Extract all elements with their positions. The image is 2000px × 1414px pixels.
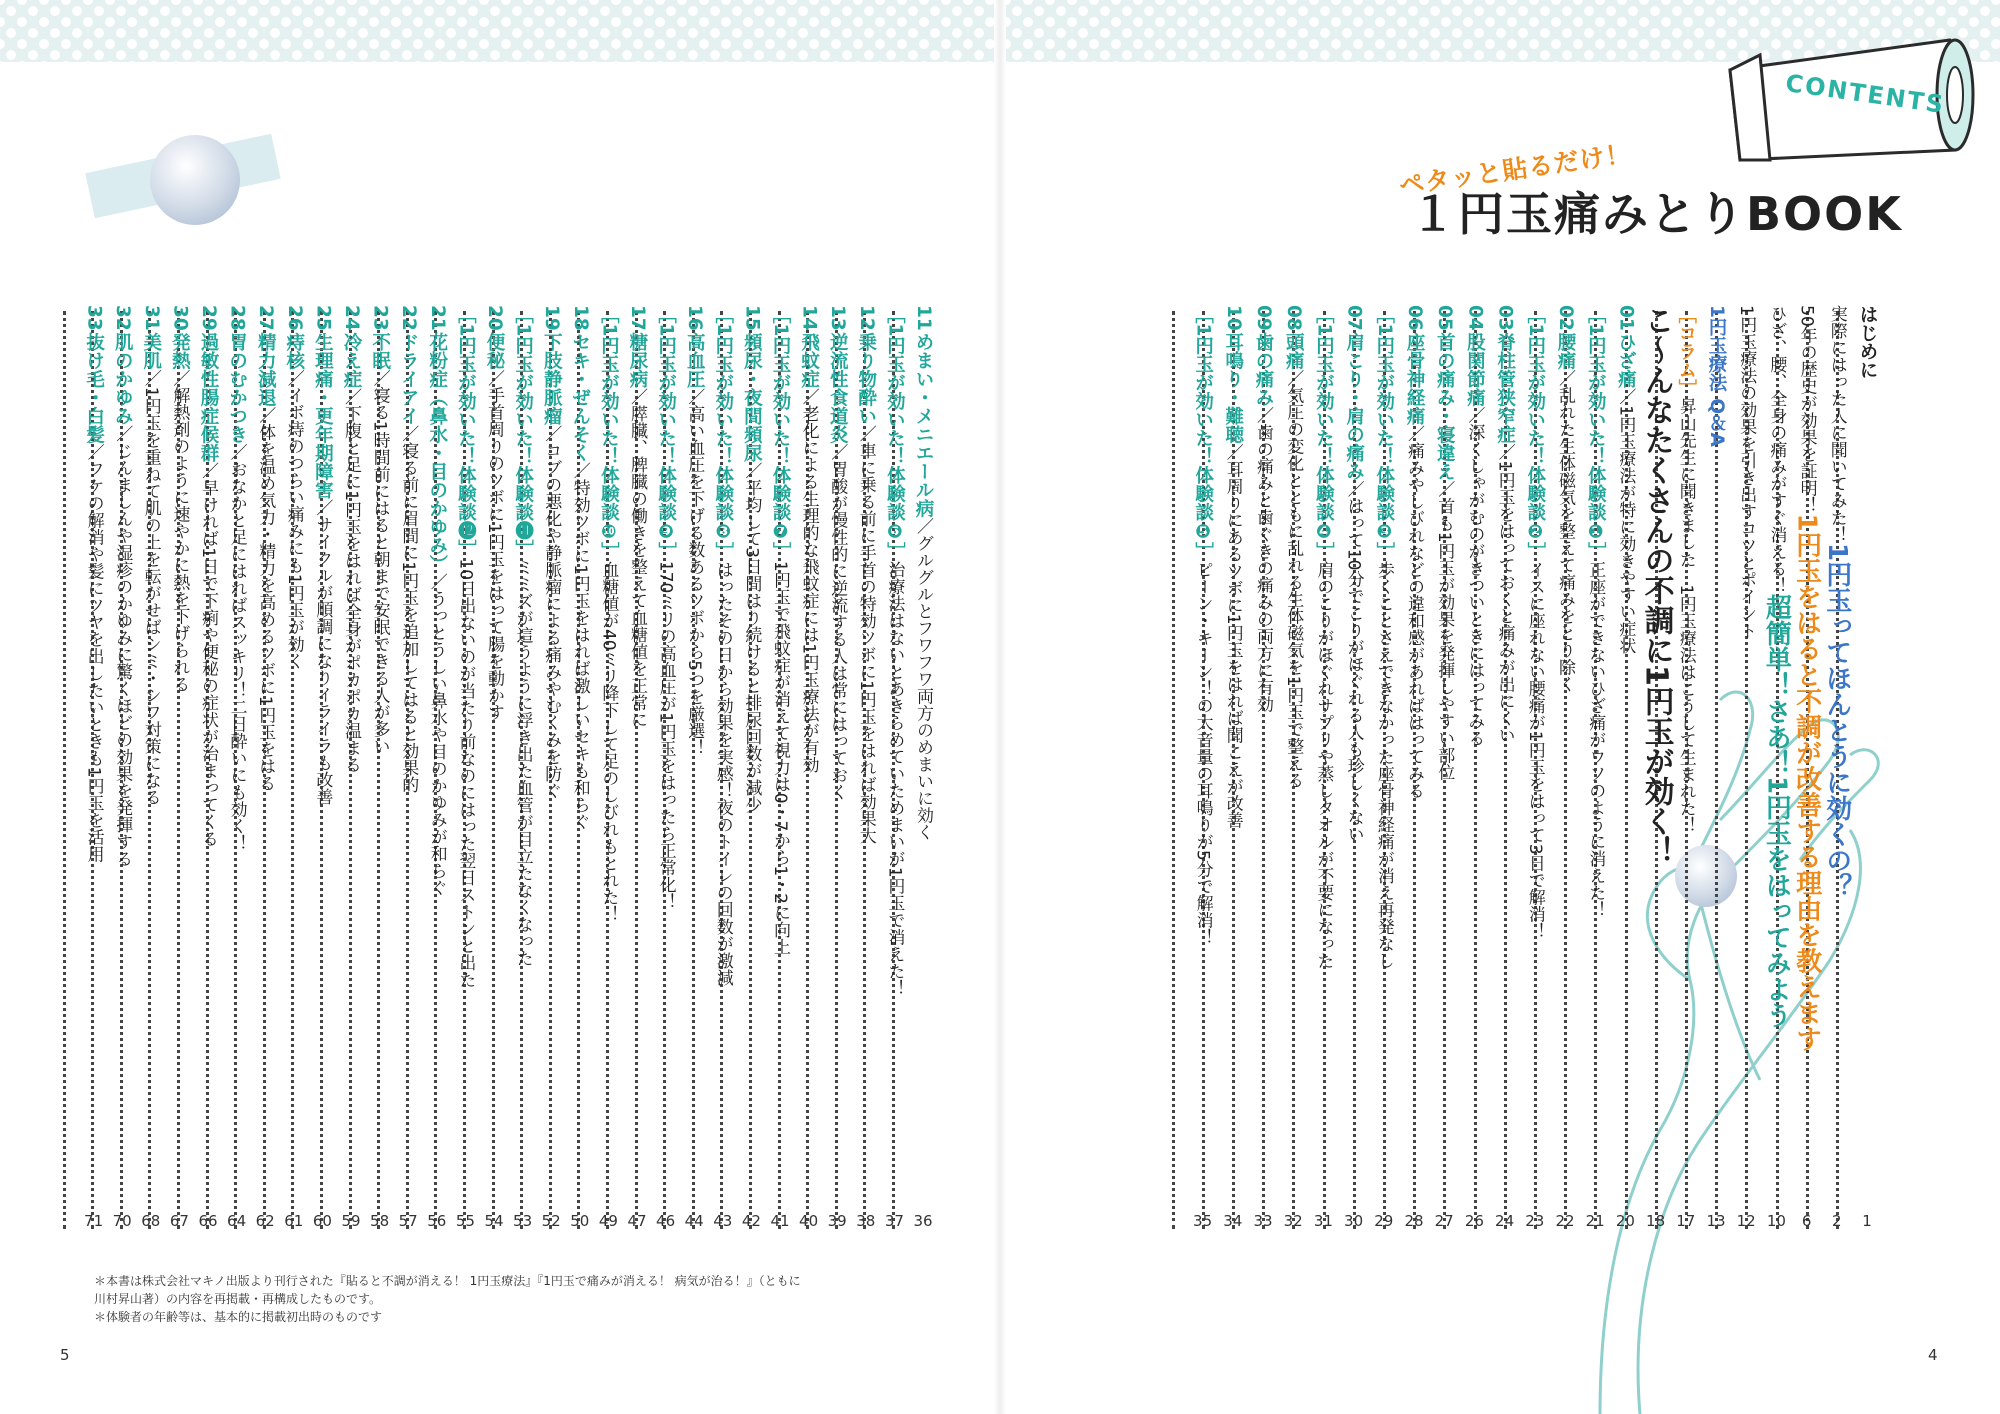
entry-heading: 頻尿・夜間頻尿 [741,332,763,463]
entry-text: 1円玉で飛蚊症が消えて視力は0・7から1・2に向上 [770,560,790,955]
entry-heading: 乗り物酔い [855,332,877,426]
entry-heading: 痔核 [283,332,305,370]
entry-page-number: 24 [1495,1212,1515,1230]
subtitle: ペタッと貼るだけ！ [1397,138,1634,201]
entry-heading: 肌のかゆみ [112,332,134,426]
toc-entry[interactable] [879,305,909,1235]
entry-heading: はじめに [1857,305,1878,379]
entry-number: 12 [855,305,877,331]
entry-text: ／コブの悪化や静脈瘤による痛みやむくみを防ぐ [541,425,562,800]
entry-number: 07 [1343,305,1365,331]
entry-page-number: 21 [1585,1212,1605,1230]
entry-page-number: 61 [284,1212,304,1230]
entry-text: 50年の歴史が効果を証明！ [1796,305,1817,514]
coin-image-left [150,135,240,225]
toc-entry[interactable] [765,305,795,1235]
toc-entry[interactable] [1822,305,1852,1235]
entry-text: ／手首周りのツボに1円玉をはって腸を動かす [484,369,504,721]
note-line: ＊本書は株式会社マキノ出版より刊行された『貼ると不調が消える！ 1円玉療法』『1円玉で痛みが消える！ 病気が治る！』（ともに [94,1274,801,1288]
entry-heading: ［1円玉が効いた！体験談❽］ [712,305,734,561]
entry-heading: ［1円玉が効いた！体験談⓬］ [455,305,477,559]
entry-text: ／平均して3日間はり続けると排尿回数が減少 [741,462,762,814]
toc-entry[interactable] [250,305,280,1235]
entry-heading: 精力減退 [255,332,277,407]
entry-page-number: 56 [427,1212,447,1230]
entry-page-number: 68 [141,1212,161,1230]
entry-text: ／イボ痔のつらい痛みにも1円玉が効く [283,369,304,670]
entry-text: ／解熱剤のように速やかに熱を下げられる [169,369,190,693]
entry-text: ／膵臓、脾臓の働きを整えて血糖値を正常に [627,388,647,729]
entry-text: ／早ければ1日で下痢や便秘の症状が治まってくる [198,462,218,848]
toc-entry[interactable] [393,305,423,1235]
entry-number: 16 [684,305,706,331]
entry-page-number: 49 [598,1212,618,1230]
entry-page-number: 64 [227,1212,247,1230]
entry-text: ／寝る1時間前にはると朝まで安眠できる人が多い [369,369,390,755]
toc-entry[interactable] [365,305,395,1235]
toc-entry[interactable] [851,305,881,1235]
entry-page-number: 71 [84,1212,104,1230]
toc-entry[interactable] [794,305,824,1235]
entry-heading: ［1円玉が効いた！体験談❹］ [1313,305,1335,561]
entry-number: 08 [1283,305,1305,331]
entry-page-number: 2 [1832,1212,1842,1230]
entry-text: 170ミリの高血圧が1円玉をはったら正常化！ [655,560,676,911]
entry-page-number: 54 [484,1212,504,1230]
entry-page-number: 41 [770,1212,790,1230]
entry-number: 28 [226,305,248,331]
entry-heading: ［1円玉が効いた！体験談❸］ [1373,305,1395,561]
entry-page-number: 52 [541,1212,561,1230]
entry-number: 20 [484,305,505,331]
entry-heading: 座骨神経痛 [1404,332,1425,426]
toc-entry[interactable] [1490,305,1520,1235]
entry-page-number: 17 [1676,1212,1696,1230]
entry-text: ／深くしゃがむのがきついときにはってみる [1464,406,1485,747]
entry-page-number: 34 [1223,1212,1243,1230]
toc-entry[interactable] [1701,305,1731,1235]
entry-page-number: 31 [1313,1212,1333,1230]
entry-heading: 胃のむかつき [226,332,248,444]
entry-page-number: 39 [827,1212,847,1230]
entry-number: 32 [112,305,134,331]
toc-entry[interactable] [593,305,623,1235]
entry-text: ／下腹と足に1円玉をはれば全身がポカポカ温まる [341,388,361,774]
toc-entry[interactable] [193,305,223,1235]
entry-heading: 飛蚊症 [798,332,820,389]
entry-text: 昇山先生に聞きました 1円玉療法はこうして生まれた！ [1675,397,1696,834]
entry-text: 正座ができないひざ痛がウソのように消えた！ [1585,560,1606,918]
entry-heading: 冷え症 [341,332,362,389]
entry-page-number: 1 [1862,1212,1872,1230]
entry-number: 13 [827,305,849,331]
toc-entry[interactable] [1520,305,1550,1235]
entry-page-number: 12 [1736,1212,1756,1230]
entry-heading: 生理痛・更年期障害 [312,332,334,500]
toc-entry[interactable] [1218,305,1248,1235]
entry-number: 03 [1494,305,1516,331]
entry-page-number: 10 [1766,1212,1786,1230]
entry-text: 1円玉療法の効果を引き出すコツとポイント [1736,305,1757,639]
entry-heading: 耳鳴り・難聴 [1222,332,1244,444]
entry-page-number: 44 [684,1212,704,1230]
entry-heading: ［1円玉が効いた！体験談❷］ [1524,305,1546,561]
entry-heading: 逆流性食道炎 [827,332,849,444]
entry-text: ／フケの解消や髪にツヤを出したいときも1円玉を活用 [83,443,104,863]
entry-text: 歩くことさえできなかった座骨神経痛が消え再発なし [1373,560,1394,969]
entry-page-number: 18 [1646,1212,1666,1230]
toc-entry[interactable] [1339,305,1369,1235]
entry-page-number: 23 [1525,1212,1545,1230]
entry-page-number: 57 [398,1212,418,1230]
entry-text: ／1円玉療法が特に効きやすい症状 [1615,388,1636,655]
toc-entry[interactable] [1761,305,1791,1235]
entry-number: 05 [1434,305,1456,331]
toc-entry[interactable] [422,305,452,1235]
entry-heading: 抜け毛・白髪 [83,332,105,444]
entry-text: ／乱れた生体磁気を整えて痛みをとり除く [1555,369,1575,693]
page-number-left: 5 [60,1346,70,1364]
entry-heading: 不眠 [369,332,391,370]
toc-entry[interactable] [1731,305,1761,1235]
page-number-right: 4 [1928,1346,1938,1364]
entry-heading: ［1円玉が効いた！体験談❾］ [655,305,677,561]
entry-heading: ［1円玉が効いた！体験談❺］ [1192,305,1214,561]
entry-text: ／寝る前に眉間に1円玉を追加してはると効果的 [398,425,419,794]
entry-page-number: 40 [799,1212,819,1230]
entry-number: 18 [569,305,591,331]
entry-number: 19 [541,305,563,331]
entry-heading: 糖尿病 [627,332,648,389]
toc-entry[interactable] [1550,305,1580,1235]
entry-page-number: 70 [112,1212,132,1230]
entry-text: ／首も1円玉が効果を発揮しやすい部位 [1434,480,1455,781]
entry-text: ／胃酸が慢性的に逆流する人は常にはっておく [827,443,848,801]
entry-page-number: 55 [455,1212,475,1230]
toc-entry[interactable] [279,305,309,1235]
toc-entry[interactable] [222,305,252,1235]
entry-heading: 美肌 [140,332,162,370]
entry-page-number: 35 [1193,1212,1213,1230]
entry-heading: ひざ痛 [1615,332,1637,389]
toc-entry[interactable] [307,305,337,1235]
toc-entry[interactable] [164,305,194,1235]
entry-text: ／じんましんや湿疹のかゆみに驚くほどの効果を発揮する [112,425,133,868]
entry-number: 21 [426,305,448,331]
toc-entry[interactable] [450,305,480,1235]
toc-entry[interactable] [1429,305,1459,1235]
entry-number: 30 [169,305,191,331]
entry-text: ／1円玉をはっておくと痛みが出にくい [1494,443,1515,744]
entry-heading: セキ・ぜんそく [569,332,591,463]
entry-page-number: 26 [1464,1212,1484,1230]
entry-text: イスに座れない腰痛が1円玉をはって3日で解消！ [1524,560,1545,940]
entry-heading: ［1円玉が効いた！体験談❼］ [770,305,791,561]
entry-page-number: 33 [1253,1212,1273,1230]
entry-number: 27 [255,305,277,331]
leader-dots [1172,311,1175,1229]
leader-dots [63,311,66,1229]
entry-number: 09 [1253,305,1274,331]
entry-text: ／グルグルとフワフワ両方のめまいに効く [913,517,933,841]
entry-heading: 脊柱管狭窄症 [1494,332,1516,444]
toc-entry[interactable] [679,305,709,1235]
entry-text: 治療法はないとあきらめていためまいが1円玉で消えた！ [884,560,905,997]
entry-text: ひざ、腰、全身の痛みがすぐ消える！ [1766,305,1787,594]
entry-heading: 肩こり・肩の痛み [1343,332,1365,481]
entry-page-number: 38 [856,1212,876,1230]
entry-page-number: 66 [198,1212,218,1230]
toc-entry[interactable] [622,305,652,1235]
entry-text: はったその日から効果を実感！夜のトイレの回数が激減 [712,560,733,986]
entry-heading: ［1円玉が効いた！体験談⓫］ [512,305,534,559]
toc-entry[interactable] [1308,305,1338,1235]
entry-text: ／体を温め気力・精力を高めるツボに1円玉をはる [255,406,276,792]
entry-page-number: 36 [913,1212,933,1230]
entry-text: ／特効ツボに1円玉をはれば激しいセキも和らぐ [569,462,590,831]
entry-page-number: 62 [255,1212,275,1230]
entry-heading: ［1円玉が効いた！体験談❻］ [884,305,906,561]
section-heading: こ～んなたくさんの不調に1円玉が効く！ [1638,305,1674,866]
toc-entry[interactable] [1278,305,1308,1235]
entry-text: ／気圧の変化とともに乱れる生体磁気を1円玉で整える [1283,369,1304,789]
entry-heading: 便秘 [484,332,505,370]
entry-text: ／車に乗る前に手首の特効ツボに1円玉をはれば効果大 [855,425,876,845]
entry-page-number: 50 [570,1212,590,1230]
toc-entry[interactable] [708,305,738,1235]
entry-heading: 頭痛 [1283,332,1305,370]
entry-heading: 過敏性腸症候群 [198,332,219,463]
entry-page-number: 13 [1706,1212,1726,1230]
entry-heading: 発熱 [169,332,191,370]
entry-number: 17 [627,305,648,331]
entry-page-number: 53 [513,1212,533,1230]
entry-number: 11 [913,305,934,331]
entry-text: ／痛みやしびれなどの違和感があればはってみる [1404,425,1424,800]
entry-number: 06 [1404,305,1425,331]
entry-number: 14 [798,305,820,331]
entry-page-number: 30 [1344,1212,1364,1230]
entry-heading: めまい・メニエール病 [913,332,934,518]
entry-number: 01 [1615,305,1637,331]
toc-entry[interactable] [1369,305,1399,1235]
entry-page-number: 46 [656,1212,676,1230]
entry-page-number: 22 [1555,1212,1575,1230]
entry-text: 10日出ないのが当たり前なのにはった翌日ストンと出た [455,558,476,989]
toc-entry[interactable] [136,305,166,1235]
entry-heading: 高血圧 [684,332,706,389]
toc-entry[interactable] [536,305,566,1235]
entry-page-number: 67 [169,1212,189,1230]
entry-text: ／サイクルが順調になりイライラも改善 [312,499,333,806]
entry-number: 22 [398,305,420,331]
toc-entry[interactable] [1792,305,1822,1235]
toc-entry[interactable] [565,305,595,1235]
entry-number: 29 [198,305,219,331]
entry-text: ／うっとうしい鼻水や目のかゆみが和らぐ [426,573,447,897]
entry-heading: 花粉症（鼻水・目のかゆみ） [426,332,448,574]
entry-page-number: 6 [1801,1212,1812,1230]
entry-text: 実際にはった人に聞いてみた！ [1826,305,1847,543]
entry-number: 25 [312,305,334,331]
toc-entry[interactable] [1580,305,1610,1235]
page-title: １円玉痛みとりBOOK [1410,187,1903,241]
entry-number: 33 [83,305,105,331]
entry-number: 31 [140,305,162,331]
toc-entry[interactable] [107,305,137,1235]
toc-entry[interactable] [736,305,766,1235]
entry-number: 23 [369,305,391,331]
entry-page-number: 20 [1615,1212,1635,1230]
entry-page-number: 43 [713,1212,733,1230]
entry-heading: 1円玉療法 Q＆A [1706,305,1727,447]
entry-highlight: 1円玉をはると不調が改善する理由を教えます [1791,513,1822,1052]
entry-text: ／耳周りにあるツボに1円玉をはれば聞こえが改善 [1222,443,1243,829]
toc-entry[interactable] [908,305,938,1235]
toc-entry[interactable] [1610,305,1640,1235]
contents-label: CONTENTS [1783,68,1947,120]
toc-entry[interactable] [336,305,366,1235]
entry-text: ／おなかと足にはればスッキリ！二日酔いにも効く！ [226,443,247,852]
entry-page-number: 28 [1404,1212,1424,1230]
toc-entry[interactable] [79,305,109,1235]
entry-text: ／高い血圧を下げる数あるツボから5つを厳選！ [684,388,705,757]
entry-text: ／歯の痛みと歯ぐきの痛みの両方に有効 [1253,406,1273,713]
entry-heading: ［1円玉が効いた！体験談❶］ [1585,305,1607,561]
entry-page-number: 58 [370,1212,390,1230]
entry-number: 24 [341,305,362,331]
entry-highlight: 超簡単！さあ！1円玉をはってみよう [1761,594,1792,1029]
toc-entry[interactable] [1638,305,1674,1235]
toc-entry[interactable] [1852,305,1882,1235]
toc-entry[interactable] [479,305,509,1235]
entry-text: ピーン・キーン！の大音量の耳鳴りが5分で解消！ [1192,560,1213,946]
entry-text: ／老化による生理的な飛蚊症には1円玉療法が有効 [798,388,819,774]
entry-number: 10 [1222,305,1244,331]
entry-heading: ［コラム］ [1675,305,1697,398]
entry-text: 血糖値が40ミリ降下して足のしびれもとれた！ [598,560,619,923]
entry-page-number: 47 [627,1212,647,1230]
entry-heading: 首の痛み・寝違え [1434,332,1456,481]
entry-heading: ドライアイ [398,332,420,426]
toc-entry[interactable] [1459,305,1489,1235]
entry-page-number: 29 [1374,1212,1394,1230]
entry-number: 04 [1464,305,1486,331]
toc-entry[interactable] [651,305,681,1235]
entry-page-number: 27 [1434,1212,1454,1230]
entry-number: 02 [1555,305,1576,331]
entry-heading: 腰痛 [1555,332,1576,370]
note-line: 川村昇山著）の内容を再掲載・再構成したものです。 [94,1292,382,1306]
entry-heading: 股関節痛 [1464,332,1486,407]
note-line: ＊体験者の年齢等は、基本的に掲載初出時のものです [94,1310,383,1324]
entry-number: 15 [741,305,763,331]
entry-highlight: 1円玉ってほんとうに効くの？ [1821,543,1852,900]
entry-page-number: 32 [1283,1212,1303,1230]
entry-heading: 歯の痛み [1253,332,1274,407]
entry-page-number: 42 [741,1212,761,1230]
entry-heading: 下肢静脈瘤 [541,332,563,426]
toc-entry[interactable] [1671,305,1701,1235]
entry-page-number: 37 [884,1212,904,1230]
entry-text: ／はって10分でこりがほぐれる人も珍しくない [1343,480,1364,843]
entry-text: 肩のこりがほぐれサプリや蒸しタオルが不要になった [1313,560,1334,969]
toc-entry[interactable] [508,305,538,1235]
entry-number: 26 [283,305,305,331]
entry-text: ミミズが這うように浮き出た血管が目立たなくなった [512,558,533,967]
toc-entry[interactable] [1399,305,1429,1235]
entry-heading: ［1円玉が効いた！体験談❿］ [598,305,620,561]
entry-text: ／1円玉を重ねて肌の上を転がせばシミ・シワ対策になる [140,369,161,806]
entry-page-number: 60 [312,1212,332,1230]
toc-entry[interactable] [822,305,852,1235]
entry-page-number: 59 [341,1212,361,1230]
toc-entry[interactable] [1188,305,1218,1235]
toc-entry[interactable] [1248,305,1278,1235]
